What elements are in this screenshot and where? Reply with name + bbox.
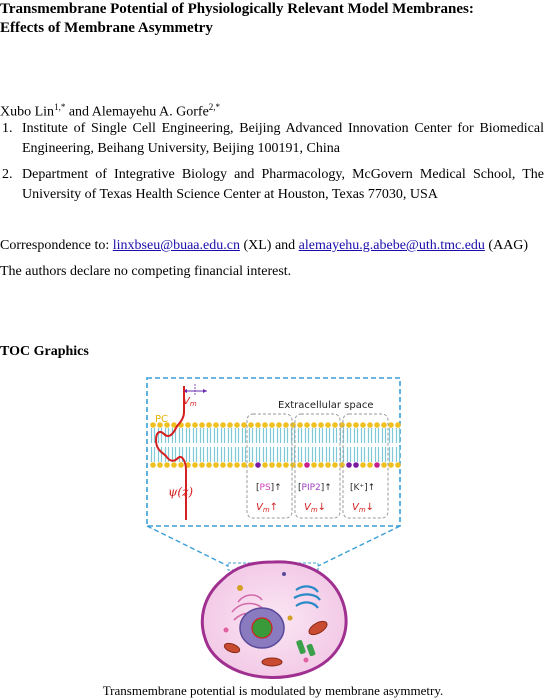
lipid-head-inner xyxy=(150,462,156,468)
lipid-bilayer xyxy=(150,422,401,468)
correspondence-note-1: (XL) and xyxy=(243,238,296,253)
pip2-lipid-head xyxy=(304,462,310,468)
extracellular-label: Extracellular space xyxy=(278,400,374,411)
lipid-head-outer xyxy=(374,422,380,428)
author-1-affiliation: 1,* xyxy=(54,102,66,112)
zoom-connector-left xyxy=(147,526,228,566)
lipid-head-inner xyxy=(283,462,289,468)
lipid-head-outer xyxy=(255,422,261,428)
lipid-head-outer xyxy=(381,422,387,428)
lipid-head-inner xyxy=(157,462,163,468)
author-conjunction: and xyxy=(68,104,90,120)
lipid-head-inner xyxy=(164,462,170,468)
potassium-vm-effect: $V_m↓$ xyxy=(352,502,375,514)
lipid-head-inner xyxy=(227,462,233,468)
lipid-head-outer xyxy=(318,422,324,428)
lipid-head-outer xyxy=(311,422,317,428)
lipid-head-outer xyxy=(227,422,233,428)
lipid-head-inner xyxy=(367,462,373,468)
vm-top-label: $V_m$ xyxy=(183,396,197,408)
ps-lipid-head xyxy=(346,462,352,468)
lipid-head-outer xyxy=(206,422,212,428)
lipid-head-outer xyxy=(248,422,254,428)
lipid-head-outer xyxy=(269,422,275,428)
lipid-head-inner xyxy=(171,462,177,468)
lipid-head-inner xyxy=(269,462,275,468)
affiliation-text: Department of Integrative Biology and Pharmacology, McGovern Medical School, The University of Texas Health Science Center at Houston, Texas 77030, USA xyxy=(22,167,544,202)
vesicle xyxy=(304,658,309,663)
lipid-head-inner xyxy=(248,462,254,468)
email-link-1[interactable]: linxbseu@buaa.edu.cn xyxy=(112,238,240,253)
lipid-head-outer xyxy=(304,422,310,428)
lipid-head-outer xyxy=(185,422,191,428)
ps-label: [PS]↑ xyxy=(256,483,282,493)
lipid-head-inner xyxy=(360,462,366,468)
vesicle xyxy=(282,572,286,576)
lipid-head-outer xyxy=(367,422,373,428)
species-labels xyxy=(256,483,375,493)
lipid-head-inner xyxy=(234,462,240,468)
lipid-head-inner xyxy=(276,462,282,468)
toc-heading: TOC Graphics xyxy=(0,344,89,359)
lipid-head-inner xyxy=(199,462,205,468)
lipid-head-outer xyxy=(199,422,205,428)
affiliation-number: 2. xyxy=(2,167,13,182)
pc-label: PC xyxy=(155,414,169,425)
lipid-head-inner xyxy=(318,462,324,468)
lipid-head-outer xyxy=(241,422,247,428)
lipid-head-inner xyxy=(262,462,268,468)
competing-interest-statement: The authors declare no competing financial interest. xyxy=(0,264,292,279)
lipid-head-outer xyxy=(234,422,240,428)
potential-profile-curve xyxy=(156,386,186,520)
author-2: Alemayehu A. Gorfe xyxy=(91,104,209,120)
paper-title-line2: Effects of Membrane Asymmetry xyxy=(0,20,213,36)
paper-title-line1: Transmembrane Potential of Physiologically Relevant Model Membranes: xyxy=(0,1,474,17)
lipid-head-outer xyxy=(276,422,282,428)
lipid-head-outer xyxy=(262,422,268,428)
lipid-head-inner xyxy=(297,462,303,468)
lipid-head-inner xyxy=(332,462,338,468)
lipid-head-inner xyxy=(311,462,317,468)
email-link-2[interactable]: alemayehu.g.abebe@uth.tmc.edu xyxy=(298,238,485,253)
ps-lipid-head xyxy=(353,462,359,468)
nucleolus xyxy=(252,618,272,638)
lipid-head-inner xyxy=(178,462,184,468)
vesicle xyxy=(288,616,293,621)
lipid-head-outer xyxy=(283,422,289,428)
lipid-head-outer xyxy=(297,422,303,428)
pip2-vm-effect: $V_m↓$ xyxy=(304,502,327,514)
ps-lipid-head xyxy=(255,462,261,468)
lipid-head-outer xyxy=(395,422,401,428)
lipid-head-inner xyxy=(241,462,247,468)
cell-illustration xyxy=(202,562,346,678)
lipid-head-outer xyxy=(213,422,219,428)
pip2-label: [PIP2]↑ xyxy=(298,483,332,493)
lipid-head-outer xyxy=(360,422,366,428)
correspondence-note-2: (AAG) xyxy=(488,238,529,253)
lipid-head-outer xyxy=(346,422,352,428)
mitochondrion xyxy=(262,658,282,666)
lipid-head-outer xyxy=(388,422,394,428)
vm-effects xyxy=(256,502,374,514)
lipid-head-inner xyxy=(381,462,387,468)
psi-label: ψ(z) xyxy=(168,485,194,499)
lipid-head-outer xyxy=(325,422,331,428)
lipid-head-outer xyxy=(220,422,226,428)
lipid-head-outer xyxy=(332,422,338,428)
affiliation-text: Institute of Single Cell Engineering, Beijing Advanced Innovation Center for Biomedical Engineering, Beihang University, Beijing 100191, China xyxy=(22,121,544,156)
ps-vm-effect: $V_m↑$ xyxy=(256,502,279,514)
correspondence-label: Correspondence to: xyxy=(0,238,110,253)
lipid-head-inner xyxy=(395,462,401,468)
figure-caption: Transmembrane potential is modulated by membrane asymmetry. xyxy=(102,683,444,698)
vesicle xyxy=(237,585,243,591)
lipid-head-outer xyxy=(192,422,198,428)
author-1: Xubo Lin xyxy=(0,104,55,120)
vesicle xyxy=(224,628,229,633)
zoom-connector-right xyxy=(318,526,400,566)
lipid-head-inner xyxy=(388,462,394,468)
lipid-head-inner xyxy=(220,462,226,468)
lipid-head-inner xyxy=(213,462,219,468)
lipid-head-outer xyxy=(353,422,359,428)
author-2-affiliation: 2,* xyxy=(208,102,221,112)
lipid-head-inner xyxy=(206,462,212,468)
lipid-head-inner xyxy=(325,462,331,468)
lipid-head-inner xyxy=(192,462,198,468)
affiliation-number: 1. xyxy=(2,121,13,136)
potassium-label: [K⁺]↑ xyxy=(350,483,376,493)
pip2-lipid-head xyxy=(374,462,380,468)
